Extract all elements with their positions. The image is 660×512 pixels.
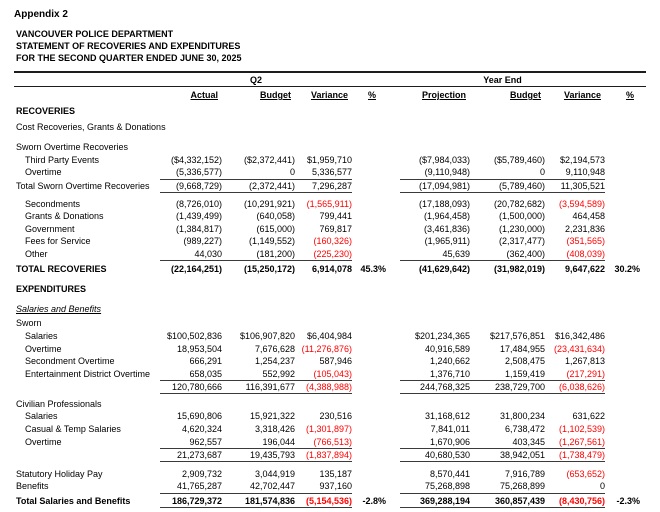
- cell-ye-pct: [605, 248, 640, 261]
- cell-ye-projection: 7,841,011: [430, 424, 470, 435]
- cell-ye-budget: 0: [470, 166, 545, 179]
- cell-q2-variance: 230,516: [319, 411, 352, 422]
- cell-ye-pct: [605, 410, 640, 423]
- table-row: [14, 180, 646, 193]
- cell-ye-variance: (653,652): [566, 468, 605, 479]
- cell-q2-pct: [352, 330, 386, 343]
- cell-q2-budget: $106,907,820: [239, 330, 295, 341]
- table-group-header-row: [14, 71, 646, 87]
- cell-q2-variance: (1,837,894): [295, 449, 352, 462]
- cell-q2-actual: 962,557: [160, 436, 222, 449]
- cell-ye-projection: (3,461,836): [423, 223, 470, 234]
- cell-ye-budget: 1,159,419: [470, 368, 545, 381]
- cell-q2-pct: [352, 235, 386, 248]
- cell-ye-pct: [605, 449, 640, 462]
- cell-q2-pct: [352, 368, 386, 381]
- cell-ye-projection: 1,376,710: [400, 368, 470, 381]
- row-label: Total Sworn Overtime Recoveries: [16, 180, 150, 191]
- row-label: Fees for Service: [25, 236, 91, 247]
- cell-ye-projection: (1,965,911): [424, 236, 470, 247]
- cell-ye-pct: [605, 381, 640, 394]
- cell-ye-pct: -2.3%: [616, 496, 640, 507]
- cell-q2-actual: ($4,332,152): [170, 154, 222, 165]
- cell-q2-actual: (5,336,577): [160, 166, 222, 179]
- cell-ye-pct: [605, 423, 640, 436]
- cell-ye-budget: (362,400): [470, 248, 545, 261]
- table-row: [14, 449, 646, 462]
- row-label: Third Party Events: [25, 154, 100, 165]
- table-row: [14, 166, 646, 179]
- cell-q2-budget: (1,149,552): [248, 236, 295, 247]
- cell-q2-pct: [352, 436, 386, 449]
- cell-ye-pct: [605, 154, 640, 167]
- cell-q2-pct: [352, 423, 386, 436]
- cell-ye-pct: [605, 343, 640, 356]
- cell-q2-variance: 135,187: [319, 468, 352, 479]
- table-row: [14, 468, 646, 481]
- row-label: Total Salaries and Benefits: [16, 496, 131, 507]
- table-row: [14, 355, 646, 368]
- cell-q2-actual: 18,953,504: [176, 343, 222, 354]
- cell-q2-pct: [352, 154, 386, 167]
- cell-ye-pct: [605, 468, 640, 481]
- cell-ye-variance: (351,565): [566, 236, 605, 247]
- cell-ye-variance: (23,431,634): [553, 343, 605, 354]
- table-row: [14, 381, 646, 394]
- cell-ye-pct: [605, 166, 640, 179]
- cell-ye-projection: 244,768,325: [400, 381, 470, 394]
- cell-q2-actual: (9,668,729): [160, 180, 222, 193]
- cell-ye-pct: [605, 368, 640, 381]
- table-row: [14, 303, 646, 316]
- report-title-block: [16, 28, 646, 64]
- table-row: [14, 368, 646, 381]
- cell-ye-budget: (5,789,460): [470, 180, 545, 193]
- cell-q2-actual: 4,620,324: [181, 424, 222, 435]
- table-row: [14, 263, 646, 276]
- row-label: Grants & Donations: [25, 211, 104, 222]
- cell-ye-projection: (41,629,642): [418, 263, 470, 274]
- cell-ye-variance: (8,430,756): [545, 495, 605, 508]
- cell-q2-budget: 7,676,628: [254, 343, 295, 354]
- cell-ye-pct: [605, 436, 640, 449]
- row-label: [14, 449, 160, 462]
- cell-q2-actual: (1,384,817): [175, 223, 222, 234]
- cell-q2-actual: 186,729,372: [160, 495, 222, 508]
- cell-ye-pct: [605, 480, 640, 493]
- cell-ye-variance: (217,291): [545, 368, 605, 381]
- cell-q2-actual: (1,439,499): [175, 211, 222, 222]
- cell-ye-projection: (1,964,458): [423, 211, 470, 222]
- cell-q2-pct: [352, 180, 386, 193]
- table-row: [14, 121, 646, 134]
- row-label: EXPENDITURES: [16, 284, 87, 295]
- cell-ye-variance: 1,267,813: [564, 356, 605, 367]
- table-row: [14, 317, 646, 330]
- cell-ye-projection: 40,916,589: [424, 343, 470, 354]
- cell-ye-pct: 30.2%: [614, 263, 640, 274]
- cell-q2-variance: (160,326): [313, 236, 352, 247]
- cell-q2-pct: [352, 166, 386, 179]
- report-period: FOR THE SECOND QUARTER ENDED JUNE 30, 2025: [16, 53, 242, 63]
- row-label: RECOVERIES: [16, 106, 76, 116]
- cell-ye-variance: 11,305,521: [545, 180, 605, 193]
- cell-ye-variance: (6,038,626): [545, 381, 605, 394]
- cell-ye-budget: 75,268,899: [470, 480, 545, 493]
- cell-ye-budget: (20,782,682): [493, 198, 545, 209]
- row-label: Other: [25, 248, 48, 259]
- cell-ye-variance: (1,102,539): [558, 424, 605, 435]
- cell-ye-variance: (3,594,589): [558, 198, 605, 209]
- row-label: [14, 381, 160, 394]
- cell-ye-projection: 1,240,662: [429, 356, 470, 367]
- cell-q2-budget: 3,318,426: [254, 424, 295, 435]
- cell-ye-variance: 9,647,622: [564, 263, 605, 274]
- cell-q2-budget: 0: [222, 166, 295, 179]
- cell-q2-variance: 937,160: [295, 480, 352, 493]
- cell-q2-variance: 6,914,078: [311, 263, 352, 274]
- cell-q2-variance: (1,301,897): [305, 424, 352, 435]
- cell-ye-projection: (9,110,948): [400, 166, 470, 179]
- table-row: [14, 495, 646, 508]
- cell-q2-actual: 41,765,287: [160, 480, 222, 493]
- cell-ye-projection: 369,288,194: [400, 495, 470, 508]
- cell-ye-budget: 2,508,475: [504, 356, 545, 367]
- cell-ye-projection: 31,168,612: [424, 411, 470, 422]
- cell-q2-budget: ($2,372,441): [243, 154, 295, 165]
- table-body: [14, 105, 646, 508]
- column-header-ye-percent: %: [625, 90, 634, 100]
- cell-ye-budget: 17,484,955: [499, 343, 545, 354]
- table-row: [14, 210, 646, 223]
- cell-ye-budget: 238,729,700: [470, 381, 545, 394]
- table-row: [14, 223, 646, 236]
- cell-q2-budget: 19,435,793: [222, 449, 295, 462]
- row-label: Sworn: [16, 318, 42, 329]
- row-label: Salaries: [25, 330, 58, 341]
- table-row: [14, 330, 646, 343]
- cell-ye-projection: 45,639: [400, 248, 470, 261]
- table-row: [14, 198, 646, 211]
- cell-ye-projection: (17,188,093): [418, 198, 470, 209]
- cell-q2-budget: (640,058): [256, 211, 295, 222]
- cell-q2-actual: 658,035: [160, 368, 222, 381]
- row-label: Salaries and Benefits: [16, 303, 102, 314]
- row-label: Casual & Temp Salaries: [25, 424, 121, 435]
- cell-ye-variance: 2,231,836: [564, 223, 605, 234]
- cell-q2-budget: 196,044: [222, 436, 295, 449]
- cell-q2-variance: 5,336,577: [295, 166, 352, 179]
- cell-q2-budget: 15,921,322: [249, 411, 295, 422]
- cell-q2-actual: 44,030: [160, 248, 222, 261]
- row-label: Salaries: [25, 411, 58, 422]
- column-header-ye-projection: Projection: [421, 90, 466, 100]
- cell-q2-budget: (181,200): [222, 248, 295, 261]
- report-subtitle: STATEMENT OF RECOVERIES AND EXPENDITURES: [16, 41, 241, 51]
- cell-q2-pct: [352, 449, 386, 462]
- cell-q2-actual: 2,909,732: [181, 468, 222, 479]
- row-label: Benefits: [16, 481, 49, 492]
- table-row: [14, 248, 646, 261]
- cell-q2-actual: 666,291: [189, 356, 222, 367]
- cell-ye-projection: 8,570,441: [429, 468, 470, 479]
- cell-q2-pct: [352, 248, 386, 261]
- cell-ye-budget: (2,317,477): [498, 236, 545, 247]
- column-header-ye-budget: Budget: [510, 90, 541, 100]
- cell-ye-variance: 464,458: [572, 211, 605, 222]
- column-header-q2-percent: %: [367, 90, 376, 100]
- cell-q2-budget: 552,992: [222, 368, 295, 381]
- cell-q2-pct: -2.8%: [362, 496, 386, 507]
- cell-ye-variance: (1,267,561): [545, 436, 605, 449]
- cell-q2-pct: [352, 223, 386, 236]
- cell-ye-pct: [605, 223, 640, 236]
- cell-ye-budget: 7,916,789: [504, 468, 545, 479]
- cell-q2-budget: 1,254,237: [254, 356, 295, 367]
- cell-q2-variance: $6,404,984: [306, 330, 352, 341]
- table-row: [14, 436, 646, 449]
- row-label: Statutory Holiday Pay: [16, 468, 103, 479]
- table-row: [14, 105, 646, 118]
- cell-q2-pct: [352, 480, 386, 493]
- cell-ye-budget: 38,942,051: [470, 449, 545, 462]
- column-header-q2-variance: Variance: [310, 90, 348, 100]
- cell-q2-pct: [352, 410, 386, 423]
- cell-q2-pct: [352, 355, 386, 368]
- cell-q2-variance: (225,230): [295, 248, 352, 261]
- row-label: Entertainment District Overtime: [25, 368, 151, 379]
- cell-q2-budget: (615,000): [256, 223, 295, 234]
- cell-q2-pct: [352, 343, 386, 356]
- q2-group-header: Q2: [249, 74, 262, 85]
- cell-ye-budget: (1,500,000): [498, 211, 545, 222]
- cell-q2-variance: (11,276,876): [301, 343, 352, 354]
- cell-ye-projection: 40,680,530: [400, 449, 470, 462]
- cell-q2-variance: (105,043): [295, 368, 352, 381]
- cell-ye-pct: [605, 355, 640, 368]
- cell-ye-budget: 31,800,234: [499, 411, 545, 422]
- cell-ye-variance: (408,039): [545, 248, 605, 261]
- cell-ye-pct: [605, 330, 640, 343]
- cell-q2-budget: (2,372,441): [222, 180, 295, 193]
- cell-q2-variance: (1,565,911): [306, 198, 352, 209]
- cell-ye-projection: 75,268,898: [400, 480, 470, 493]
- cell-ye-variance: 631,622: [572, 411, 605, 422]
- cell-q2-actual: (8,726,010): [175, 198, 222, 209]
- cell-q2-budget: 181,574,836: [222, 495, 295, 508]
- cell-ye-variance: 0: [545, 480, 605, 493]
- cell-ye-pct: [605, 235, 640, 248]
- report-title: VANCOUVER POLICE DEPARTMENT: [16, 29, 174, 39]
- row-label: Overtime: [25, 436, 62, 447]
- cell-q2-variance: $1,959,710: [306, 154, 352, 165]
- row-label: Overtime: [25, 167, 62, 178]
- cell-q2-variance: (4,388,988): [295, 381, 352, 394]
- cell-ye-variance: 9,110,948: [545, 166, 605, 179]
- cell-q2-pct: [352, 210, 386, 223]
- cell-ye-variance: $16,342,486: [554, 330, 605, 341]
- cell-q2-variance: (5,154,536): [295, 495, 352, 508]
- cell-ye-pct: [605, 180, 640, 193]
- cell-q2-budget: 3,044,919: [254, 468, 295, 479]
- cell-ye-variance: (1,738,479): [545, 449, 605, 462]
- cell-q2-variance: 7,296,287: [295, 180, 352, 193]
- table-row: [14, 423, 646, 436]
- row-label: Secondments: [25, 198, 81, 209]
- cell-q2-budget: 116,391,677: [222, 381, 295, 394]
- cell-q2-pct: [352, 468, 386, 481]
- cell-ye-budget: (31,982,019): [493, 263, 545, 274]
- cell-q2-pct: [352, 198, 386, 211]
- cell-ye-budget: $217,576,851: [489, 330, 545, 341]
- cell-q2-budget: 42,702,447: [222, 480, 295, 493]
- cell-q2-actual: (22,164,251): [170, 263, 222, 274]
- table-row: [14, 410, 646, 423]
- row-label: Civilian Professionals: [16, 398, 102, 409]
- cell-ye-pct: [605, 198, 640, 211]
- column-header-ye-variance: Variance: [563, 90, 601, 100]
- year-end-group-header: Year End: [483, 74, 522, 85]
- cell-q2-pct: [352, 381, 386, 394]
- table-row: [14, 343, 646, 356]
- cell-ye-budget: 6,738,472: [504, 424, 545, 435]
- cell-ye-variance: $2,194,573: [559, 154, 605, 165]
- cell-ye-projection: (17,094,981): [400, 180, 470, 193]
- row-label: Sworn Overtime Recoveries: [16, 142, 129, 153]
- cell-q2-budget: (10,291,921): [243, 198, 295, 209]
- cell-ye-budget: 360,857,439: [470, 495, 545, 508]
- cell-q2-actual: 15,690,806: [176, 411, 222, 422]
- row-label: TOTAL RECOVERIES: [16, 263, 107, 274]
- appendix-label: Appendix 2: [14, 9, 68, 20]
- cell-ye-budget: 403,345: [470, 436, 545, 449]
- cell-q2-variance: 587,946: [319, 356, 352, 367]
- table-column-header-row: [14, 88, 646, 102]
- cell-q2-budget: (15,250,172): [243, 263, 295, 274]
- cell-ye-projection: $201,234,365: [414, 330, 470, 341]
- cell-ye-budget: (1,230,000): [498, 223, 545, 234]
- row-label: Cost Recoveries, Grants & Donations: [16, 121, 166, 132]
- cell-ye-pct: [605, 210, 640, 223]
- table-row: [14, 235, 646, 248]
- row-label: Secondment Overtime: [25, 356, 115, 367]
- cell-q2-variance: 769,817: [319, 223, 352, 234]
- cell-q2-actual: (989,227): [183, 236, 222, 247]
- table-row: [14, 480, 646, 493]
- row-label: Overtime: [25, 343, 62, 354]
- cell-ye-projection: 1,670,906: [400, 436, 470, 449]
- cell-q2-actual: 120,780,666: [160, 381, 222, 394]
- cell-q2-actual: 21,273,687: [160, 449, 222, 462]
- financial-table: [14, 71, 646, 508]
- column-header-q2-actual: Actual: [190, 90, 218, 100]
- cell-ye-projection: ($7,984,033): [418, 154, 470, 165]
- table-row: [14, 141, 646, 154]
- cell-q2-pct: 45.3%: [360, 263, 386, 274]
- row-label: Government: [25, 223, 75, 234]
- cell-ye-budget: ($5,789,460): [493, 154, 545, 165]
- cell-q2-actual: $100,502,836: [166, 330, 222, 341]
- table-row: [14, 283, 646, 296]
- column-header-q2-budget: Budget: [260, 90, 291, 100]
- table-row: [14, 154, 646, 167]
- cell-q2-variance: (766,513): [295, 436, 352, 449]
- table-row: [14, 398, 646, 411]
- cell-q2-variance: 799,441: [319, 211, 352, 222]
